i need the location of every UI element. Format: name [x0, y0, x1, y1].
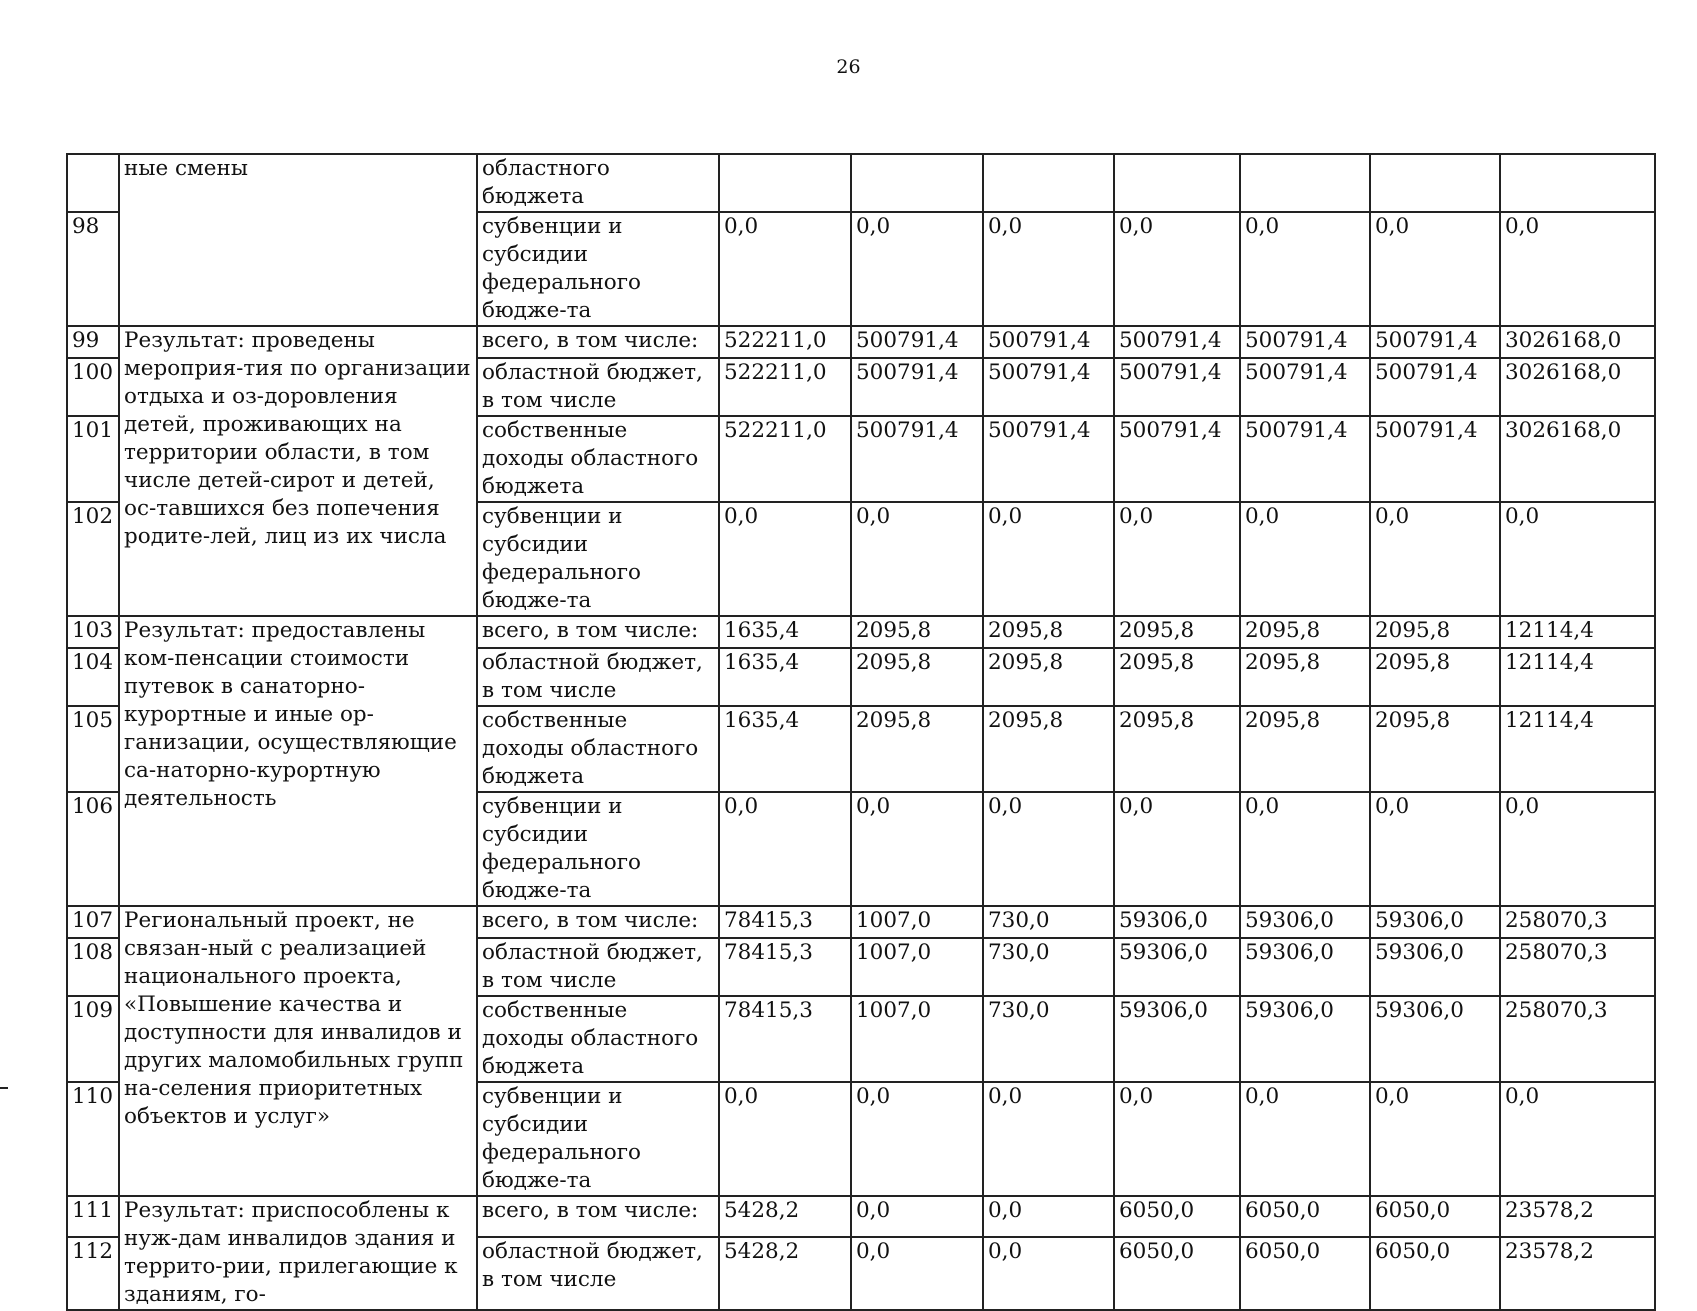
value-cell: 0,0 — [851, 792, 983, 906]
value-cell: 2095,8 — [1370, 616, 1500, 648]
value-cell: 0,0 — [851, 1082, 983, 1196]
value-cell: 0,0 — [1240, 212, 1370, 326]
value-cell: 0,0 — [1370, 212, 1500, 326]
value-cell: 2095,8 — [1240, 616, 1370, 648]
value-cell: 78415,3 — [719, 996, 851, 1082]
value-cell: 0,0 — [1500, 792, 1655, 906]
value-cell: 2095,8 — [983, 706, 1114, 792]
table-body — [67, 154, 1655, 1310]
item-name: ные смены — [119, 154, 477, 326]
value-cell: 12114,4 — [1500, 616, 1655, 648]
value-cell: 730,0 — [983, 938, 1114, 996]
value-cell: 0,0 — [983, 792, 1114, 906]
value-cell: 59306,0 — [1370, 996, 1500, 1082]
value-cell: 59306,0 — [1370, 938, 1500, 996]
value-cell: 0,0 — [1114, 212, 1240, 326]
value-cell: 500791,4 — [1114, 326, 1240, 358]
row-number: 112 — [67, 1237, 119, 1310]
value-cell: 6050,0 — [1114, 1196, 1240, 1237]
value-cell: 1635,4 — [719, 616, 851, 648]
value-cell: 2095,8 — [983, 648, 1114, 706]
value-cell: 0,0 — [1240, 792, 1370, 906]
value-cell: 1007,0 — [851, 996, 983, 1082]
value-cell: 0,0 — [983, 1237, 1114, 1310]
value-cell: 3026168,0 — [1500, 326, 1655, 358]
value-cell: 500791,4 — [1240, 326, 1370, 358]
value-cell: 522211,0 — [719, 416, 851, 502]
value-cell: 500791,4 — [851, 326, 983, 358]
funding-source: областной бюджет, в том числе — [477, 938, 719, 996]
value-cell: 59306,0 — [1114, 906, 1240, 938]
value-cell: 500791,4 — [1240, 358, 1370, 416]
funding-source: областного бюджета — [477, 154, 719, 212]
value-cell: 59306,0 — [1240, 996, 1370, 1082]
funding-source: собственные доходы областного бюджета — [477, 706, 719, 792]
value-cell: 0,0 — [1240, 502, 1370, 616]
value-cell: 0,0 — [1370, 1082, 1500, 1196]
item-name: Результат: предоставлены ком-пенсации стоимости путевок в санаторно-курортные и иные ор-ганизации, осуществляющие са-наторно-курортную деятельность — [119, 616, 477, 906]
funding-source: всего, в том числе: — [477, 326, 719, 358]
value-cell: 59306,0 — [1240, 938, 1370, 996]
funding-source: собственные доходы областного бюджета — [477, 416, 719, 502]
value-cell: 6050,0 — [1370, 1196, 1500, 1237]
row-number: 102 — [67, 502, 119, 616]
funding-source: собственные доходы областного бюджета — [477, 996, 719, 1082]
row-number: 110 — [67, 1082, 119, 1196]
value-cell: 2095,8 — [1370, 706, 1500, 792]
value-cell: 2095,8 — [1114, 648, 1240, 706]
funding-source: субвенции и субсидии федерального бюдже-та — [477, 792, 719, 906]
funding-source: всего, в том числе: — [477, 616, 719, 648]
row-number: 101 — [67, 416, 119, 502]
value-cell — [851, 154, 983, 212]
value-cell: 500791,4 — [983, 326, 1114, 358]
value-cell: 0,0 — [1114, 502, 1240, 616]
value-cell: 258070,3 — [1500, 906, 1655, 938]
value-cell: 1007,0 — [851, 938, 983, 996]
value-cell: 500791,4 — [1370, 416, 1500, 502]
row-number: 105 — [67, 706, 119, 792]
value-cell: 0,0 — [1114, 1082, 1240, 1196]
value-cell: 0,0 — [851, 212, 983, 326]
row-number: 107 — [67, 906, 119, 938]
value-cell: 0,0 — [719, 502, 851, 616]
row-number: 108 — [67, 938, 119, 996]
value-cell: 5428,2 — [719, 1196, 851, 1237]
value-cell: 3026168,0 — [1500, 416, 1655, 502]
row-number: 106 — [67, 792, 119, 906]
row-number: 99 — [67, 326, 119, 358]
value-cell: 1635,4 — [719, 706, 851, 792]
value-cell: 59306,0 — [1114, 996, 1240, 1082]
value-cell — [1240, 154, 1370, 212]
value-cell: 3026168,0 — [1500, 358, 1655, 416]
row-number: 103 — [67, 616, 119, 648]
value-cell: 258070,3 — [1500, 938, 1655, 996]
value-cell: 0,0 — [851, 1196, 983, 1237]
value-cell: 2095,8 — [1370, 648, 1500, 706]
row-number: 98 — [67, 212, 119, 326]
value-cell: 0,0 — [1500, 1082, 1655, 1196]
row-number — [67, 154, 119, 212]
value-cell — [719, 154, 851, 212]
value-cell: 500791,4 — [983, 358, 1114, 416]
value-cell: 0,0 — [983, 502, 1114, 616]
value-cell: 2095,8 — [983, 616, 1114, 648]
value-cell: 730,0 — [983, 996, 1114, 1082]
value-cell: 500791,4 — [983, 416, 1114, 502]
row-number: 100 — [67, 358, 119, 416]
item-name: Результат: проведены мероприя-тия по организации отдыха и оз-доровления детей, проживающих на территории области, в том числе детей-сирот и детей, ос-тавшихся без попечения родите-лей, лиц из их числа — [119, 326, 477, 616]
funding-source: субвенции и субсидии федерального бюдже-та — [477, 1082, 719, 1196]
table-row — [67, 616, 1655, 648]
value-cell: 522211,0 — [719, 326, 851, 358]
value-cell: 2095,8 — [1240, 648, 1370, 706]
value-cell: 0,0 — [1114, 792, 1240, 906]
funding-source: субвенции и субсидии федерального бюдже-та — [477, 502, 719, 616]
funding-source: всего, в том числе: — [477, 906, 719, 938]
value-cell: 2095,8 — [851, 706, 983, 792]
value-cell: 59306,0 — [1240, 906, 1370, 938]
value-cell: 0,0 — [851, 502, 983, 616]
value-cell: 0,0 — [1500, 502, 1655, 616]
value-cell: 500791,4 — [1240, 416, 1370, 502]
value-cell: 500791,4 — [851, 358, 983, 416]
value-cell: 500791,4 — [1370, 358, 1500, 416]
value-cell — [983, 154, 1114, 212]
value-cell: 0,0 — [1500, 212, 1655, 326]
value-cell: 500791,4 — [851, 416, 983, 502]
value-cell: 500791,4 — [1370, 326, 1500, 358]
value-cell: 0,0 — [1370, 792, 1500, 906]
value-cell: 258070,3 — [1500, 996, 1655, 1082]
value-cell — [1370, 154, 1500, 212]
budget-table — [66, 153, 1656, 1311]
row-number: 111 — [67, 1196, 119, 1237]
value-cell — [1500, 154, 1655, 212]
value-cell: 0,0 — [1370, 502, 1500, 616]
funding-source: областной бюджет, в том числе — [477, 648, 719, 706]
value-cell: 2095,8 — [1114, 706, 1240, 792]
value-cell: 500791,4 — [1114, 416, 1240, 502]
value-cell: 5428,2 — [719, 1237, 851, 1310]
funding-source: субвенции и субсидии федерального бюдже-та — [477, 212, 719, 326]
value-cell: 730,0 — [983, 906, 1114, 938]
value-cell: 2095,8 — [1114, 616, 1240, 648]
value-cell: 6050,0 — [1240, 1237, 1370, 1310]
table-row — [67, 154, 1655, 212]
row-number: 109 — [67, 996, 119, 1082]
funding-source: всего, в том числе: — [477, 1196, 719, 1237]
value-cell: 1007,0 — [851, 906, 983, 938]
value-cell: 0,0 — [719, 1082, 851, 1196]
funding-source: областной бюджет, в том числе — [477, 1237, 719, 1310]
value-cell: 78415,3 — [719, 938, 851, 996]
value-cell: 6050,0 — [1370, 1237, 1500, 1310]
page-number: 26 — [836, 56, 861, 78]
value-cell: 0,0 — [983, 212, 1114, 326]
item-name: Результат: приспособлены к нуж-дам инвалидов здания и террито-рии, прилегающие к зданиям, го- — [119, 1196, 477, 1310]
value-cell: 6050,0 — [1114, 1237, 1240, 1310]
margin-mark — [0, 1087, 8, 1089]
funding-source: областной бюджет, в том числе — [477, 358, 719, 416]
table-row — [67, 1196, 1655, 1237]
item-name: Региональный проект, не связан-ный с реализацией национального проекта, «Повышение качества и доступности для инвалидов и других маломобильных групп на-селения приоритетных объектов и услуг» — [119, 906, 477, 1196]
value-cell: 12114,4 — [1500, 706, 1655, 792]
row-number: 104 — [67, 648, 119, 706]
value-cell: 2095,8 — [1240, 706, 1370, 792]
value-cell — [1114, 154, 1240, 212]
value-cell: 522211,0 — [719, 358, 851, 416]
value-cell: 78415,3 — [719, 906, 851, 938]
value-cell: 6050,0 — [1240, 1196, 1370, 1237]
value-cell: 59306,0 — [1114, 938, 1240, 996]
value-cell: 0,0 — [719, 212, 851, 326]
value-cell: 12114,4 — [1500, 648, 1655, 706]
value-cell: 2095,8 — [851, 648, 983, 706]
value-cell: 59306,0 — [1370, 906, 1500, 938]
value-cell: 0,0 — [983, 1196, 1114, 1237]
value-cell: 0,0 — [719, 792, 851, 906]
table-row — [67, 906, 1655, 938]
value-cell: 0,0 — [851, 1237, 983, 1310]
table-row — [67, 326, 1655, 358]
value-cell: 1635,4 — [719, 648, 851, 706]
value-cell: 23578,2 — [1500, 1196, 1655, 1237]
value-cell: 2095,8 — [851, 616, 983, 648]
value-cell: 500791,4 — [1114, 358, 1240, 416]
value-cell: 0,0 — [983, 1082, 1114, 1196]
value-cell: 23578,2 — [1500, 1237, 1655, 1310]
value-cell: 0,0 — [1240, 1082, 1370, 1196]
